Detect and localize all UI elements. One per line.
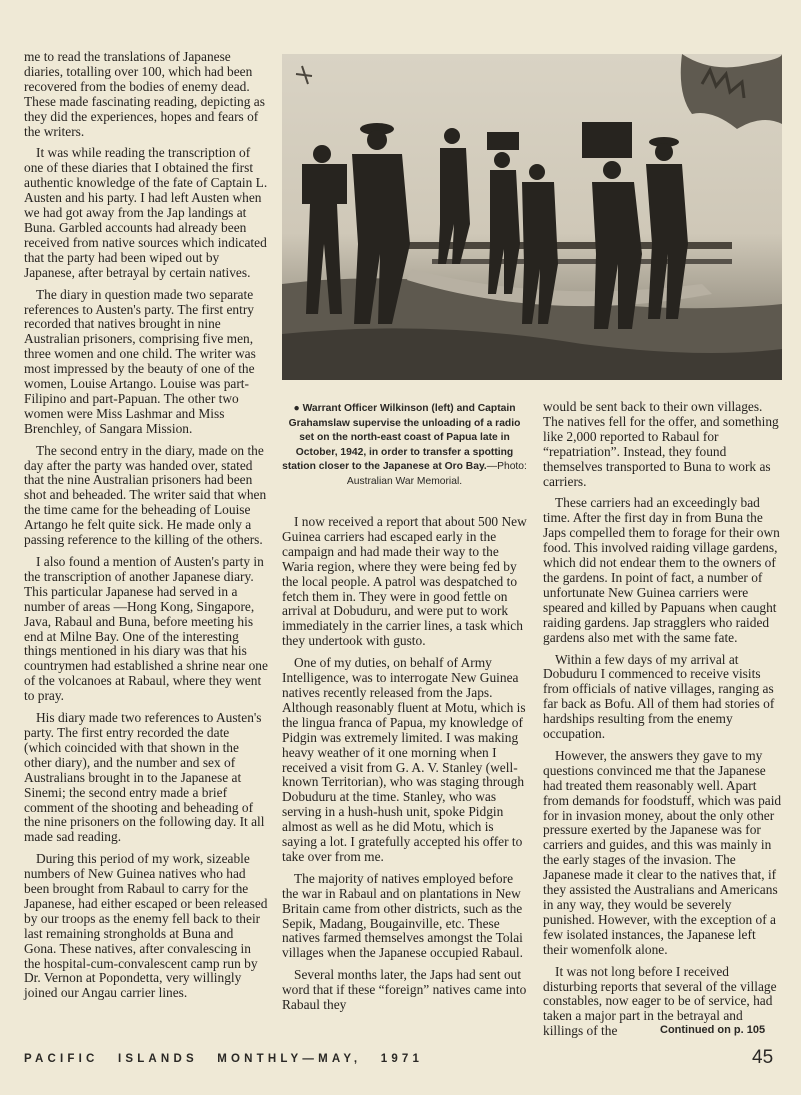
- paragraph: One of my duties, on behalf of Army Intelligence, was to interrogate New Guinea natives recently released from the Japs. Although reasonably fluent at Motu, which is the lingua franca of Papua, my knowledge of Pidgin was extremely limited. I was making heavy weather of it one morning when I received a visit from G. A. V. Stanley (well-known Territorian), who was staging through Dobuduru at the time. Stanley, who was serving in a hush-hush unit, spoke Pidgin almost as well as he did Motu, which is saying a lot. I gratefully accepted his offer to take over from me.: [282, 655, 526, 864]
- paragraph: The majority of natives employed before the war in Rabaul and on plantations in New Britain came from other districts, such as the Sepik, Madang, Bougainville, etc. These natives farmed themselves amongst the Tolai villages when the Japanese occupied Rabaul.: [282, 870, 523, 961]
- paragraph: These carriers had an exceedingly bad time. After the first day in from Buna the Japs compelled them to forage for their own food. This involved raiding village gardens, which did not endear them to the owners of the gardens. In point of fact, a number of unfortunate New Guinea carriers were speared and killed by Papuans when caught raiding gardens. Jap stragglers who raided gardens also met with the same fate.: [543, 495, 780, 645]
- caption-text: Warrant Officer Wilkinson (left) and Captain Grahamslaw supervise the unloading of a radio set on the north-east coast of Papua late in October, 1942, in order to transfer a spotting station closer to the Japanese at Oro Bay.: [282, 403, 521, 473]
- paragraph: would be sent back to their own villages. The natives fell for the offer, and something like 2,000 reported to Rabaul for “repatriation”. Instead, they found themselves transported to Buna to work as carriers.: [543, 399, 779, 489]
- article-column-middle: [282, 515, 527, 1020]
- paragraph: It was not long before I received disturbing reports that several of the village constables, now eager to be of service, had taken a major part in the betrayal and killings of the: [543, 963, 777, 1039]
- photo-illustration: [282, 54, 782, 380]
- paragraph: I also found a mention of Austen's party in the transcription of another Japanese diary. This particular Japanese had served in a number of areas —Hong Kong, Singapore, Java, Rabaul and Buna, before meeting his end at Milne Bay. One of the interesting things mentioned in his diary was that his countrymen had established a shrine near one of the volcanoes at Rabaul, where they went to pray.: [24, 554, 268, 704]
- publication-footer: PACIFIC ISLANDS MONTHLY—MAY, 1971: [24, 1053, 424, 1065]
- paragraph: me to read the translations of Japanese diaries, totalling over 100, which had been recovered from the bodies of enemy dead. These made fascinating reading, depicting as they did the experiences, hopes and fears of the writers.: [24, 49, 265, 139]
- paragraph: During this period of my work, sizeable numbers of New Guinea natives who had been brought from Rabaul to carry for the Japanese, had either escaped or been released by our troops as the enemy fell back to their last remaining strongholds at Buna and Gona. These natives, after convalescing in the hospital-cum-convalescent camp run by Dr. Vernon at Popondetta, very willingly joined our Angau carrier lines.: [24, 851, 268, 1001]
- paragraph: It was while reading the transcription of one of these diaries that I obtained the first authentic knowledge of the fate of Captain L. Austen and his party. I had left Austen when we had got away from the Jap landings at Buna. Garbled accounts had already been received from native sources which indicated that the party had been wiped out by Japanese, after betrayal by certain natives.: [24, 145, 268, 280]
- article-column-left: [24, 50, 268, 1008]
- article-photo: [282, 54, 782, 380]
- paragraph: The second entry in the diary, made on the day after the party was handed over, stated that the nine Australian prisoners had been shot and beheaded. The writer said that when the time came for the beheading of Louise Artango he felt quite sick. He made only a passing reference to the killing of the others.: [24, 442, 267, 548]
- page-number: 45: [752, 1047, 774, 1068]
- photo-caption: [282, 402, 527, 490]
- paragraph: His diary made two references to Austen's party. The first entry recorded the date (which coincided with that shown in the other diary), and the number and sex of Australians brought in to the Japanese at Sinemi; the second entry made a brief comment of the shooting and beheading of the nine prisoners on the following day. It all made sad reading.: [24, 710, 265, 845]
- paragraph: However, the answers they gave to my questions convinced me that the Japanese had treated them reasonably well. Apart from demands for foodstuff, which was paid for in invasion money, about the only other pressure exerted by the Japanese was for carriers and guides, and this was mainly in the early stages of the invasion. The Japanese made it clear to the natives that, if they assisted the Australians and Americans in any way, they would be severely punished. However, with the exception of a few isolated instances, the Japanese left their womenfolk alone.: [543, 747, 782, 957]
- photo-credit: —Photo: Australian War Memorial.: [346, 461, 527, 487]
- article-column-right: [543, 400, 783, 1046]
- paragraph: Several months later, the Japs had sent out word that if these “foreign” natives came into Rabaul they: [282, 967, 527, 1013]
- continued-note: Continued on p. 105: [660, 1024, 766, 1036]
- paragraph: The diary in question made two separate references to Austen's party. The first entry recorded that natives brought in nine Australian prisoners, comprising five men, three women and one child. The writer was most impressed by the beauty of one of the women, Louise Artango. Louise was part-Filipino and part-Papuan. The other two women were Miss Lashmar and Miss Brenchley, of Sangara Mission.: [24, 286, 256, 436]
- paragraph: I now received a report that about 500 New Guinea carriers had escaped early in the campaign and had made their way to the Waria region, where they were being fed by the local people. A patrol was despatched to fetch them in. They were in good fettle on arrival at Dobuduru, and were put to work immediately in the carrier lines, a task which they undertook with gusto.: [282, 514, 527, 649]
- paragraph: Within a few days of my arrival at Dobuduru I commenced to receive visits from officials of native villages, ranging as far back as Bofu. All of them had stories of hardships resulting from the enemy occupation.: [543, 651, 775, 742]
- caption-bullet: ●: [293, 403, 300, 414]
